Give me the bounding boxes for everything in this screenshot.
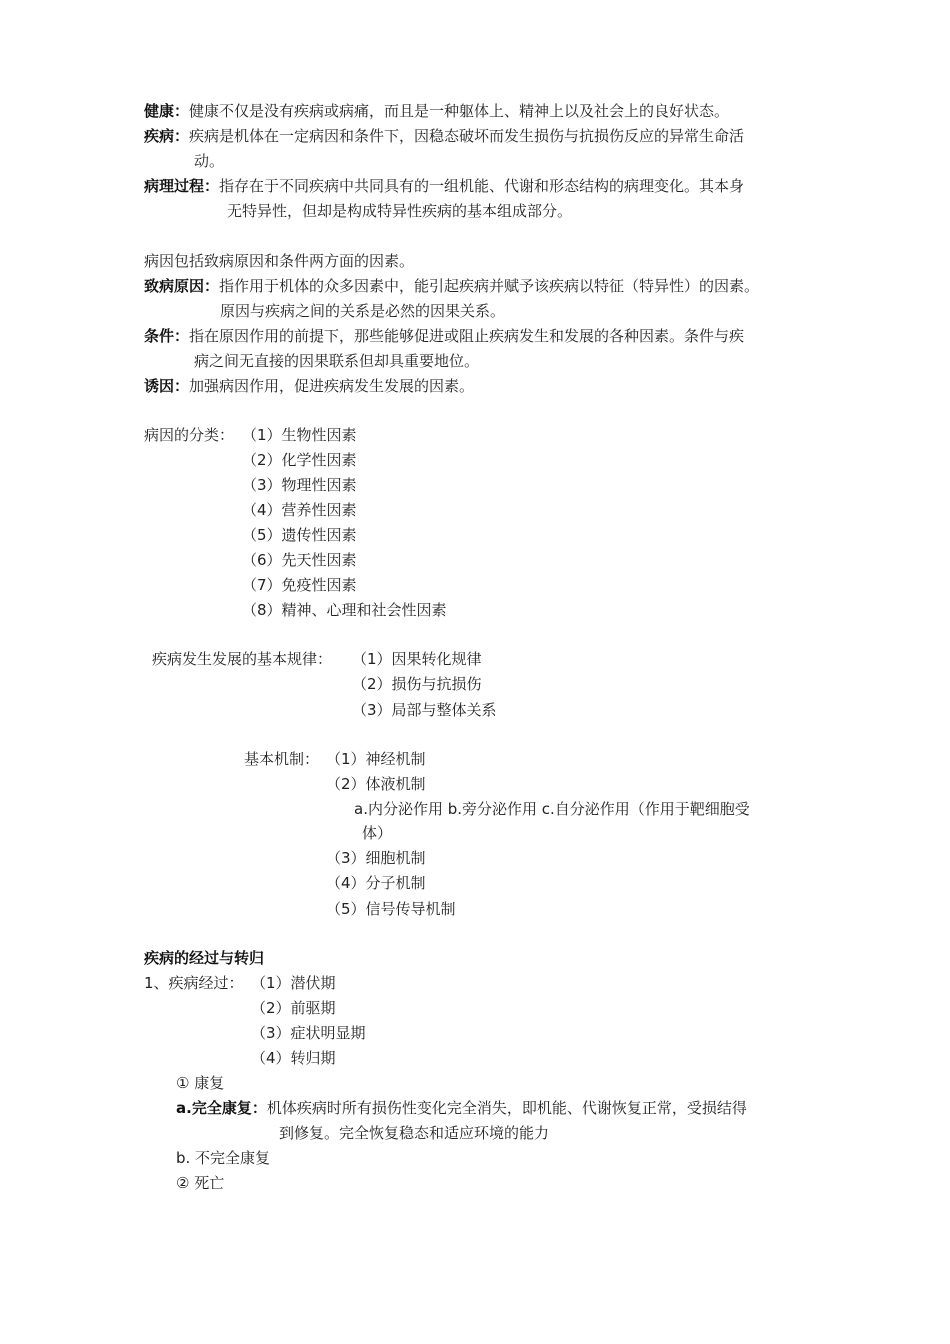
pathological-process-term: 病理过程： [144, 177, 220, 195]
disease-term: 疾病： [144, 127, 190, 145]
mechanisms-item: （5）信号传导机制 [326, 900, 456, 918]
cause-definition [144, 274, 759, 299]
classification-item: （7）免疫性因素 [242, 576, 357, 594]
cause-term: 致病原因： [144, 277, 220, 295]
course-item: （2）前驱期 [251, 999, 336, 1017]
classification-item: （8）精神、心理和社会性因素 [242, 601, 447, 619]
complete-recovery [176, 1096, 747, 1121]
classification-item: （3）物理性因素 [242, 476, 357, 494]
condition-text: 指在原因作用的前提下，那些能够促进或阻止疾病发生和发展的各种因素。条件与疾 [189, 327, 745, 345]
laws-label: 疾病发生发展的基本规律： [152, 650, 333, 668]
incomplete-recovery: b. 不完全康复 [176, 1149, 271, 1167]
pathological-process-cont: 无特异性，但却是构成特异性疾病的基本组成部分。 [227, 202, 573, 220]
mechanisms-item: （1）神经机制 [326, 750, 426, 768]
humoral-sub-items-cont: 体） [362, 824, 393, 842]
health-text: 健康不仅是没有疾病或病痛，而且是一种躯体上、精神上以及社会上的良好状态。 [189, 102, 730, 120]
inducer-text: 加强病因作用，促进疾病发生发展的因素。 [189, 377, 475, 395]
condition-cont: 病之间无直接的因果联系但却具重要地位。 [194, 352, 480, 370]
disease-text: 疾病是机体在一定病因和条件下，因稳态破坏而发生损伤与抗损伤反应的异常生命活 [189, 127, 745, 145]
pathological-process-text: 指存在于不同疾病中共同具有的一组机能、代谢和形态结构的病理变化。其本身 [219, 177, 745, 195]
classification-item: （4）营养性因素 [242, 501, 357, 519]
health-definition [144, 99, 729, 124]
mechanisms-item: （4）分子机制 [326, 874, 426, 892]
humoral-sub-items: a.内分泌作用 b.旁分泌作用 c.自分泌作用（作用于靶细胞受 [354, 800, 750, 818]
mechanisms-item: （3）细胞机制 [326, 849, 426, 867]
classification-item: （2）化学性因素 [242, 451, 357, 469]
course-item: （4）转归期 [251, 1049, 336, 1067]
disease-definition [144, 124, 744, 149]
etiology-intro: 病因包括致病原因和条件两方面的因素。 [144, 252, 415, 270]
inducer-term: 诱因： [144, 377, 190, 395]
classification-item: （6）先天性因素 [242, 551, 357, 569]
course-item: （3）症状明显期 [251, 1024, 366, 1042]
laws-item: （2）损伤与抗损伤 [352, 675, 482, 693]
death-heading: ② 死亡 [176, 1174, 225, 1192]
cause-text: 指作用于机体的众多因素中，能引起疾病并赋予该疾病以特征（特异性）的因素。 [219, 277, 760, 295]
course-heading: 疾病的经过与转归 [144, 949, 265, 967]
course-label: 1、疾病经过： [144, 974, 244, 992]
mechanisms-label: 基本机制： [244, 750, 320, 768]
condition-term: 条件： [144, 327, 190, 345]
disease-text-cont: 动。 [194, 152, 225, 170]
classification-item: （5）遗传性因素 [242, 526, 357, 544]
classification-item: （1）生物性因素 [242, 426, 357, 444]
complete-recovery-text: 机体疾病时所有损伤性变化完全消失，即机能、代谢恢复正常，受损结得 [266, 1099, 747, 1117]
complete-recovery-term: a.完全康复： [176, 1099, 267, 1117]
inducer-definition [144, 374, 474, 399]
mechanisms-item: （2）体液机制 [326, 775, 426, 793]
pathological-process-definition [144, 174, 744, 199]
complete-recovery-cont: 到修复。完全恢复稳态和适应环境的能力 [279, 1124, 550, 1142]
laws-item: （3）局部与整体关系 [352, 701, 497, 719]
health-term: 健康： [144, 102, 190, 120]
course-item: （1）潜伏期 [251, 974, 336, 992]
recovery-heading: ① 康复 [176, 1074, 225, 1092]
cause-cont: 原因与疾病之间的关系是必然的因果关系。 [220, 302, 506, 320]
laws-item: （1）因果转化规律 [352, 650, 482, 668]
classification-label: 病因的分类： [144, 426, 235, 444]
condition-definition [144, 324, 744, 349]
